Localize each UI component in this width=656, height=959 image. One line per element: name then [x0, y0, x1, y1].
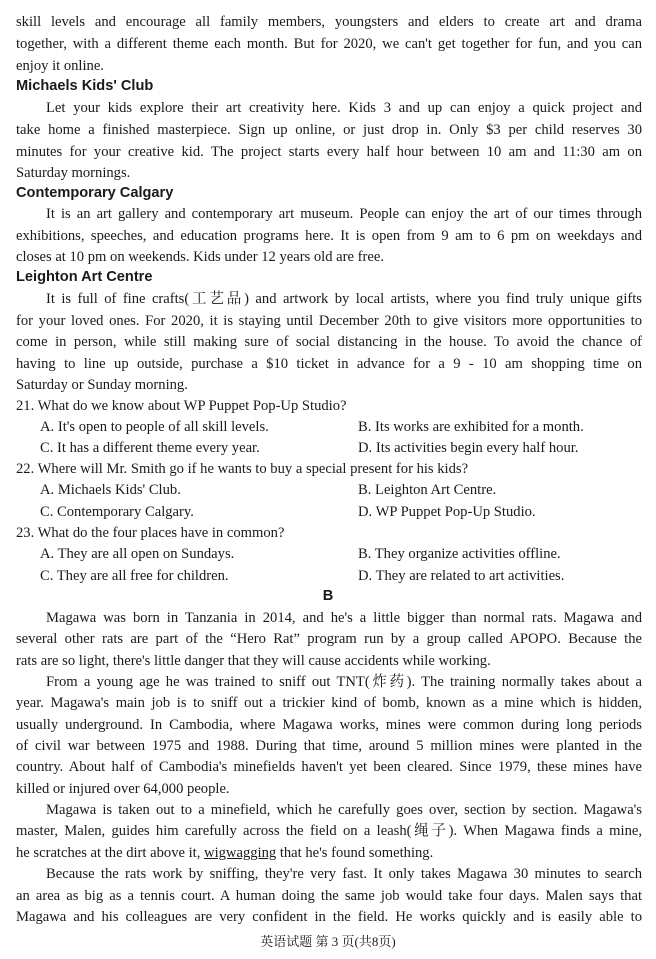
text-line: master, Malen, guides him carefully across the field on a leash(绳子). When Magawa finds a mine,	[16, 823, 642, 839]
place-heading: Michaels Kids' Club	[16, 78, 154, 94]
text-line: killed or injured over 64,000 people.	[16, 781, 230, 797]
text-line: It is full of fine crafts(工艺品) and artwork by local artists, where you find truly unique gifts	[46, 291, 642, 307]
text-line: several other rats are part of the “Hero Rat” program run by a group called APOPO. Because the	[16, 631, 642, 647]
text-line: take home a finished masterpiece. Sign up online, or just drop in. Only $3 per child reserves 30	[16, 122, 642, 138]
text-line: usually underground. In Cambodia, where Magawa works, mines were common during long periods	[16, 717, 642, 733]
answer-option: B. They organize activities offline.	[358, 546, 561, 562]
page-footer: 英语试题 第 3 页(共8页)	[260, 934, 396, 949]
answer-option: A. It's open to people of all skill levels.	[40, 419, 269, 435]
answer-option: D. WP Puppet Pop-Up Studio.	[358, 504, 536, 520]
text-line: of civil war between 1975 and 1988. During that time, around 5 million mines were planted in the	[16, 738, 642, 754]
text-line: minutes for your creative kid. The project starts every half hour between 10 am and 11:30 am on	[16, 144, 642, 160]
text-line: for your loved ones. For 2020, it is staying until December 20th to give visitors more opportunities to	[16, 313, 642, 329]
text-segment: he scratches at the dirt above it,	[16, 845, 205, 861]
text-line: year. Magawa's main job is to sniff out a trickier kind of bomb, known as a mine which is hidden,	[16, 695, 642, 711]
text-line: Because the rats work by sniffing, they're very fast. It only takes Magawa 30 minutes to search	[46, 866, 642, 882]
text-line: Magawa is taken out to a minefield, which he carefully goes over, section by section. Magawa's	[46, 802, 642, 818]
text-line: Saturday or Sunday morning.	[16, 377, 188, 393]
text-line: having to line up outside, purchase a $10 ticket in advance for a 9 - 10 am shopping time on	[16, 356, 642, 372]
question-stem: 22. Where will Mr. Smith go if he wants to buy a special present for his kids?	[16, 461, 469, 477]
answer-option: C. It has a different theme every year.	[40, 440, 260, 456]
answer-option: B. Leighton Art Centre.	[358, 482, 497, 498]
text-line: Magawa was born in Tanzania in 2014, and he's a little bigger than normal rats. Magawa and	[46, 610, 642, 626]
answer-option: C. Contemporary Calgary.	[40, 504, 194, 520]
place-heading: Leighton Art Centre	[16, 269, 153, 285]
text-line: country. About half of Cambodia's minefields haven't yet been cleared. Since 1979, these mines have	[16, 759, 642, 775]
answer-option: B. Its works are exhibited for a month.	[358, 419, 584, 435]
text-line: an area as big as a tennis court. A human doing the same job would take four days. Malen says that	[16, 888, 642, 904]
text-line: Saturday mornings.	[16, 165, 131, 181]
section-label: B	[322, 588, 334, 604]
answer-option: C. They are all free for children.	[40, 568, 229, 584]
place-heading: Contemporary Calgary	[16, 185, 174, 201]
question-stem: 21. What do we know about WP Puppet Pop-Up Studio?	[16, 398, 347, 414]
answer-option: A. They are all open on Sundays.	[40, 546, 235, 562]
answer-option: D. Its activities begin every half hour.	[358, 440, 579, 456]
text-line: closes at 10 pm on weekends. Kids under 12 years old are free.	[16, 249, 384, 265]
question-stem: 23. What do the four places have in common?	[16, 525, 285, 541]
text-line: enjoy it online.	[16, 58, 104, 74]
underlined-word: wigwagging	[204, 845, 277, 861]
text-line: skill levels and encourage all family members, youngsters and elders to create art and drama	[16, 14, 642, 30]
text-line: Magawa and his colleagues are very confident in the field. He works quickly and is easily able to	[16, 909, 642, 925]
text-line: Let your kids explore their art creativity here. Kids 3 and up can enjoy a quick project and	[46, 100, 642, 116]
text-line	[16, 843, 433, 864]
answer-option: A. Michaels Kids' Club.	[40, 482, 181, 498]
text-line: It is an art gallery and contemporary art museum. People can enjoy the art of our times through	[46, 206, 642, 222]
text-segment: that he's found something.	[276, 845, 434, 861]
text-line: together, with a different theme each month. But for 2020, we can't get together for fun, and you can	[16, 36, 642, 52]
text-line: rats are so light, there's little danger that they will cause accidents while working.	[16, 653, 491, 669]
text-line: exhibitions, speeches, and education programs here. It is open from 9 am to 6 pm on weekdays and	[16, 228, 642, 244]
text-line: come in person, while still making sure of social distancing in the house. To avoid the chance of	[16, 334, 642, 350]
text-line: From a young age he was trained to sniff out TNT(炸药). The training normally takes about a	[46, 674, 642, 690]
answer-option: D. They are related to art activities.	[358, 568, 565, 584]
